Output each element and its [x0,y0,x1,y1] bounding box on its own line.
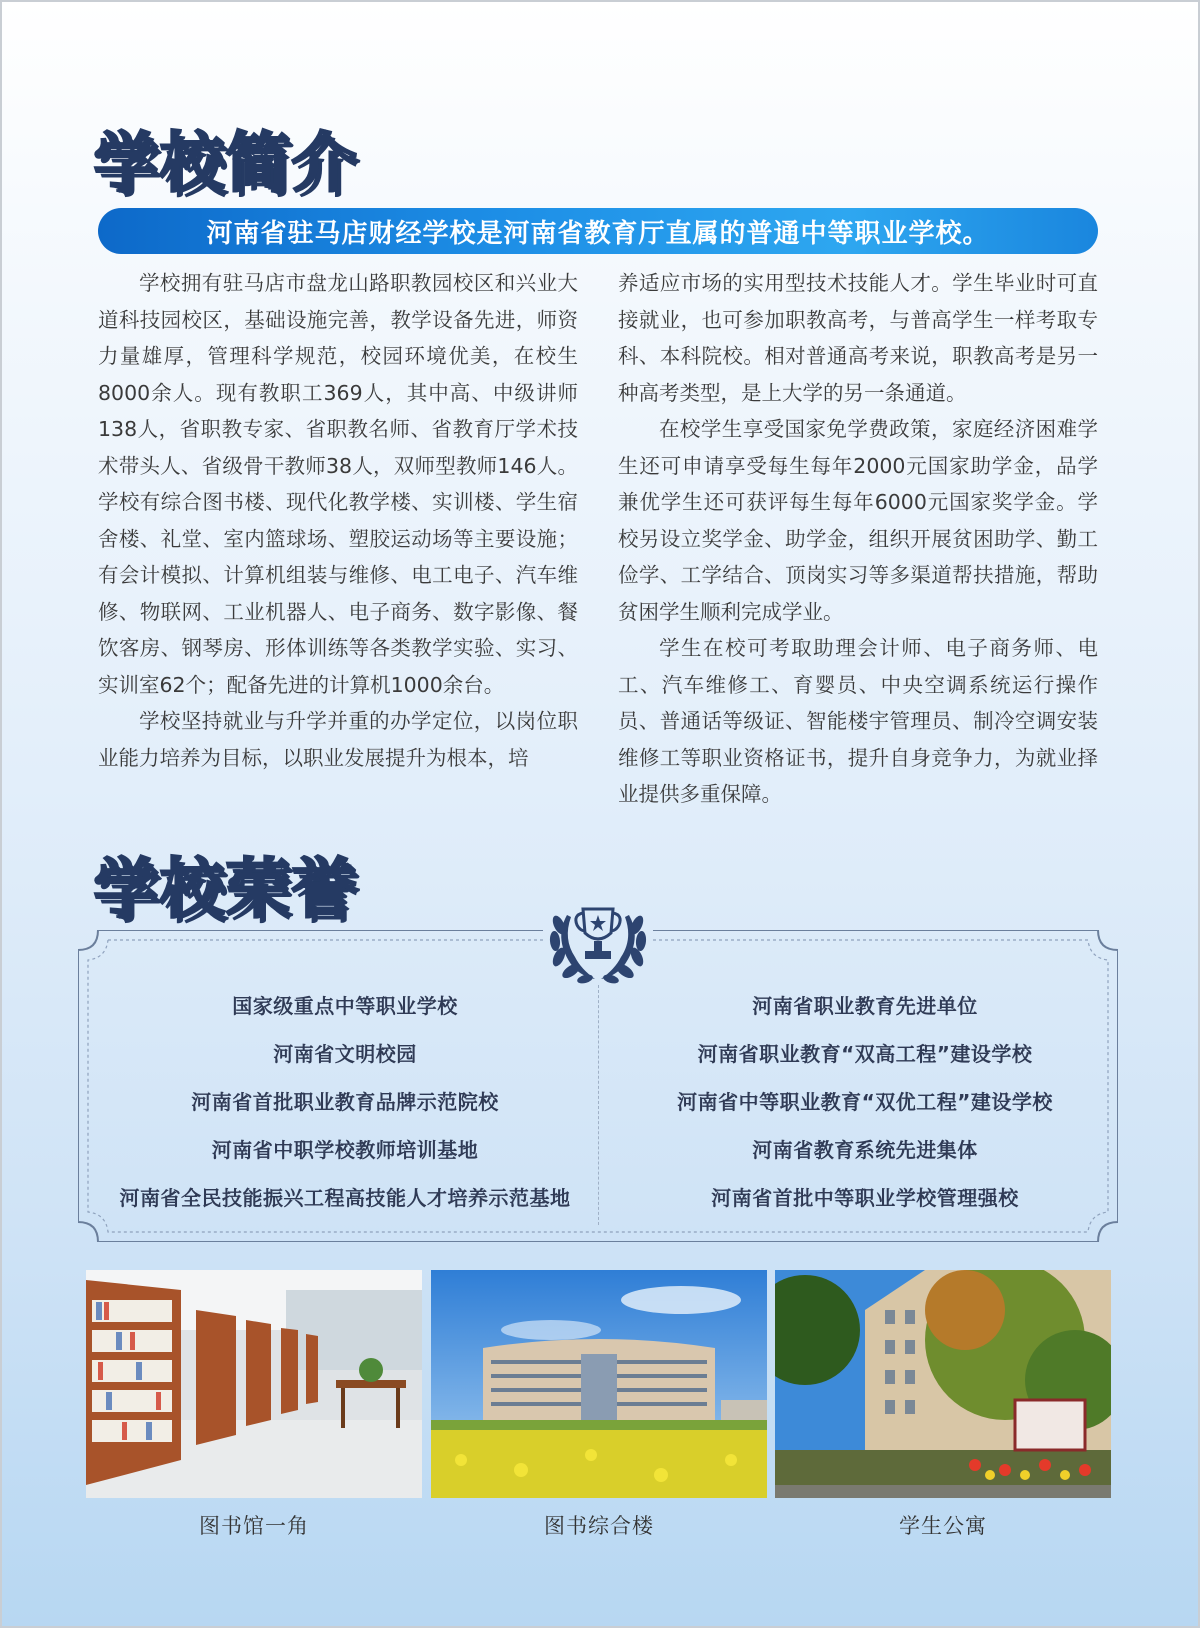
honor-item: 河南省首批中等职业学校管理强校 [711,1186,1019,1210]
honor-item: 河南省全民技能振兴工程高技能人才培养示范基地 [119,1186,571,1210]
intro-right-column [618,265,1098,825]
intro-paragraph: 养适应市场的实用型技术技能人才。学生毕业时可直接就业，也可参加职教高考，与普高学生一样考取专科、本科院校。相对普通高考来说，职教高考是另一种高考类型，是上大学的另一条通道。 [618,271,1098,405]
honor-item: 国家级重点中等职业学校 [232,994,458,1018]
honor-item: 河南省职业教育先进单位 [752,994,978,1018]
photo-caption: 图书综合楼 [544,1514,654,1538]
honors-left-list [95,982,595,1222]
dormitory-photo [775,1270,1111,1498]
intro-paragraph: 学校坚持就业与升学并重的办学定位，以岗位职业能力培养为目标，以职业发展提升为根本，培 [98,709,578,770]
honor-item: 河南省首批职业教育品牌示范院校 [191,1090,499,1114]
intro-paragraph: 在校学生享受国家免学费政策，家庭经济困难学生还可申请享受每生每年2000元国家助学金，品学兼优学生还可获评每生每年6000元国家奖学金。学校另设立奖学金、助学金，组织开展贫困助学、勤工俭学、工学结合、顶岗实习等多渠道帮扶措施，帮助贫困学生顺利完成学业。 [618,417,1098,624]
honor-item: 河南省职业教育“双高工程”建设学校 [697,1042,1033,1066]
honor-item: 河南省教育系统先进集体 [752,1138,978,1162]
honors-right-list [615,982,1115,1222]
intro-title: 学校简介 [94,127,358,201]
building-photo [431,1270,767,1498]
intro-left-column [98,265,578,825]
honor-item: 河南省中职学校教师培训基地 [211,1138,479,1162]
honor-item: 河南省文明校园 [273,1042,417,1066]
trophy-laurel-icon [545,895,651,985]
photo-caption: 学生公寓 [899,1514,987,1538]
honor-item: 河南省中等职业教育“双优工程”建设学校 [677,1090,1053,1114]
intro-paragraph: 学生在校可考取助理会计师、电子商务师、电工、汽车维修工、育婴员、中央空调系统运行操作员、普通话等级证、智能楼宇管理员、制冷空调安装维修工等职业资格证书，提升自身竞争力，为就业择业提供多重保障。 [618,636,1098,806]
library-photo [86,1270,422,1498]
honors-title: 学校荣誉 [94,853,358,927]
intro-banner: 河南省驻马店财经学校是河南省教育厅直属的普通中等职业学校。 [98,208,1098,254]
honors-divider [598,985,599,1225]
intro-paragraph: 学校拥有驻马店市盘龙山路职教园校区和兴业大道科技园校区，基础设施完善，教学设备先进，师资力量雄厚，管理科学规范，校园环境优美，在校生8000余人。现有教职工369人，其中高、中级讲师138人，省职教专家、省职教名师、省教育厅学术技术带头人、省级骨干教师38人，双师型教师146人。学校有综合图书楼、现代化教学楼、实训楼、学生宿舍楼、礼堂、室内篮球场、塑胶运动场等主要设施；有会计模拟、计算机组装与维修、电工电子、汽车维修、物联网、工业机器人、电子商务、数字影像、餐饮客房、钢琴房、形体训练等各类教学实验、实习、实训室62个；配备先进的计算机1000余台。 [98,271,578,697]
photo-caption: 图书馆一角 [199,1514,309,1538]
